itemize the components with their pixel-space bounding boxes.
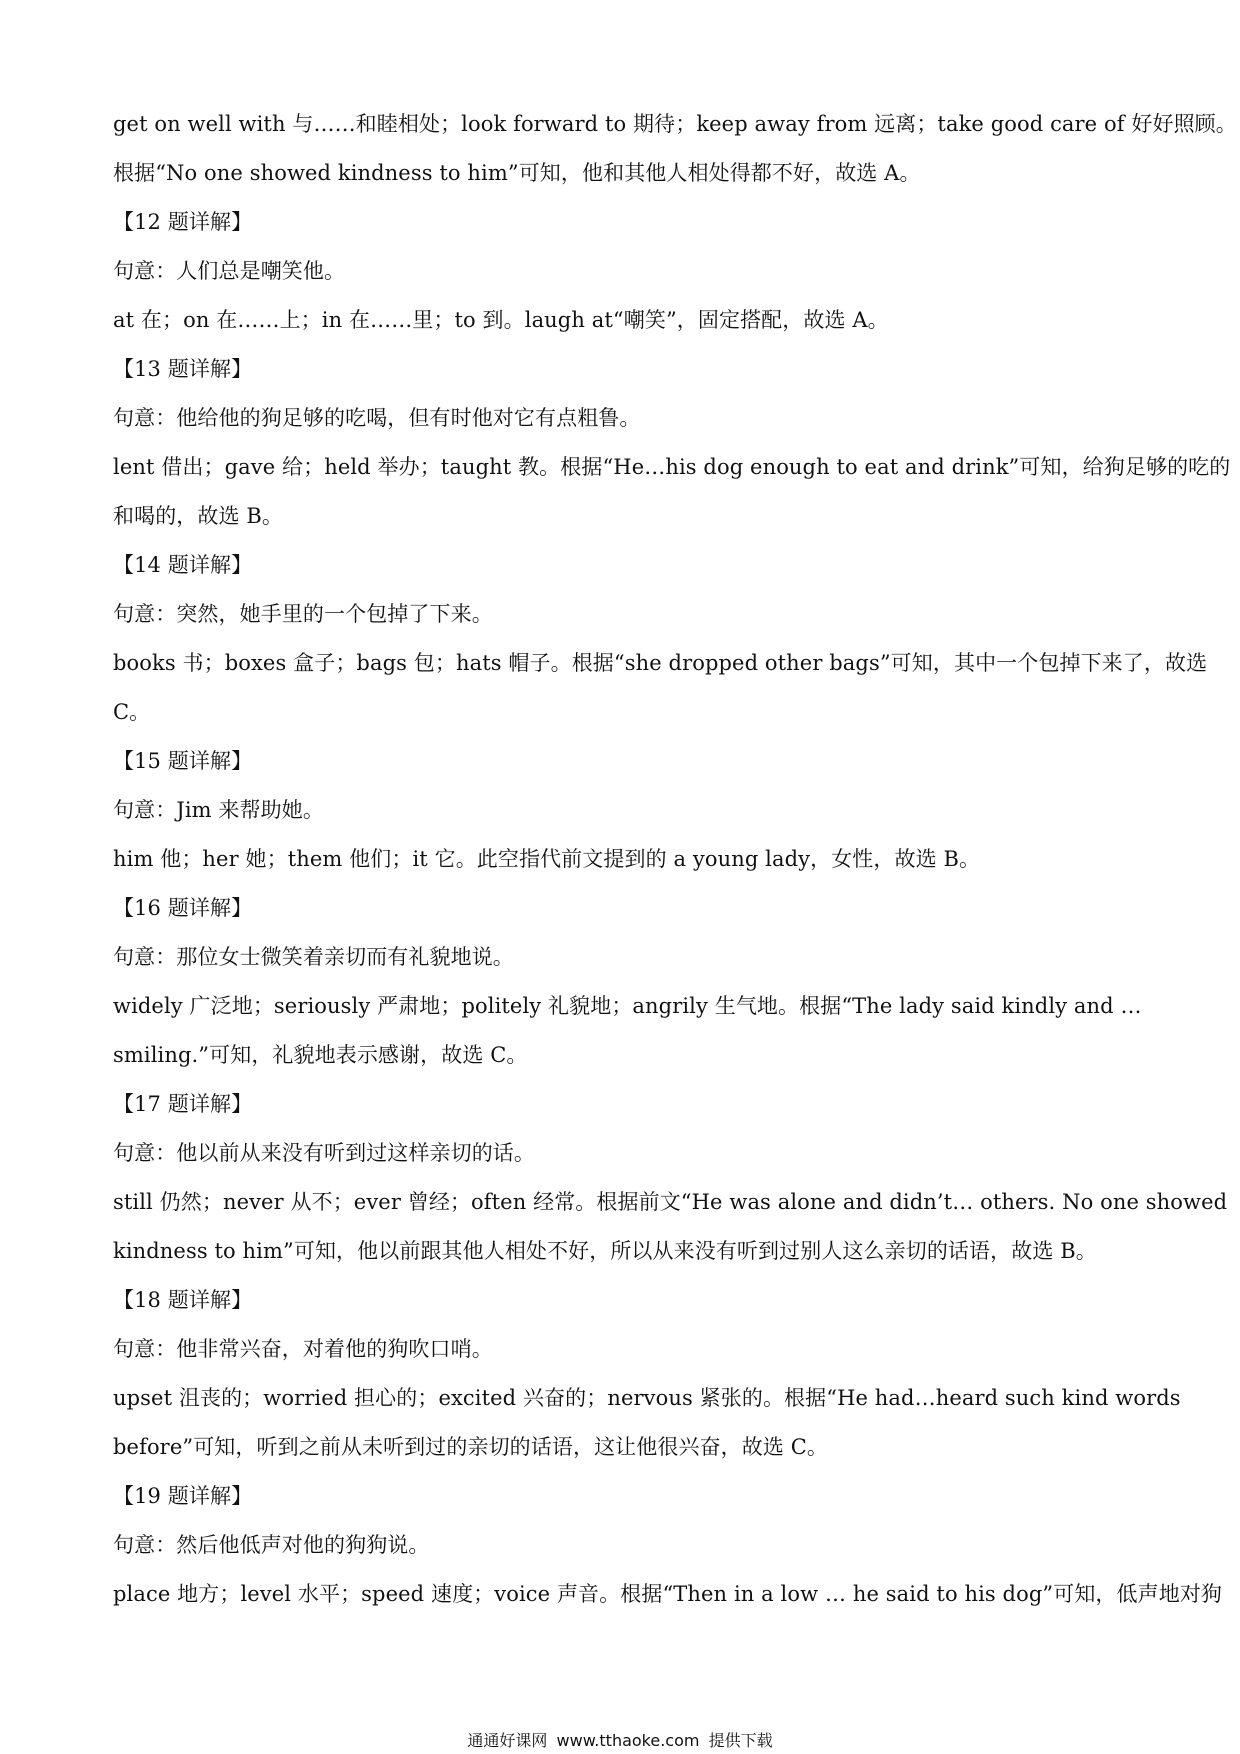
footer-suffix: 提供下载 (708, 1731, 773, 1750)
text-line: place 地方；level 水平；speed 速度；voice 声音。根据“Then in a low … he said to his dog”可知，低声地对狗 (113, 1582, 1223, 1606)
text-line: him 他；her 她；them 他们；it 它。此空指代前文提到的 a young lady，女性，故选 B。 (113, 847, 981, 871)
section-heading: 【15 题详解】 (113, 749, 253, 773)
section-heading: 【18 题详解】 (113, 1288, 253, 1312)
text-line: still 仍然；never 从不；ever 曾经；often 经常。根据前文“He was alone and didn’t… others. No one showed (113, 1190, 1228, 1214)
text-line: kindness to him”可知，他以前跟其他人相处不好，所以从来没有听到过别人这么亲切的话语，故选 B。 (113, 1239, 1097, 1263)
text-line: 句意：Jim 来帮助她。 (113, 798, 324, 822)
text-line: 句意：然后他低声对他的狗狗说。 (113, 1533, 430, 1557)
answer-explanations (113, 100, 1237, 1619)
text-line: widely 广泛地；seriously 严肃地；politely 礼貌地；angrily 生气地。根据“The lady said kindly and … (113, 994, 1142, 1018)
text-line: before”可知，听到之前从未听到过的亲切的话语，这让他很兴奋，故选 C。 (113, 1435, 829, 1459)
section-heading: 【14 题详解】 (113, 553, 253, 577)
text-line: C。 (113, 700, 151, 724)
section-heading: 【19 题详解】 (113, 1484, 253, 1508)
text-line: 和喝的，故选 B。 (113, 504, 284, 528)
text-line: at 在；on 在……上；in 在……里；to 到。laugh at“嘲笑”，固定搭配，故选 A。 (113, 308, 889, 332)
section-heading: 【12 题详解】 (113, 210, 253, 234)
text-line: books 书；boxes 盒子；bags 包；hats 帽子。根据“she dropped other bags”可知，其中一个包掉下来了，故选 (113, 651, 1208, 675)
text-line: 句意：他以前从来没有听到过这样亲切的话。 (113, 1141, 535, 1165)
footer-url: www.tthaoke.com (556, 1731, 700, 1750)
text-line: smiling.”可知，礼貌地表示感谢，故选 C。 (113, 1043, 528, 1067)
text-line: 句意：他给他的狗足够的吃喝，但有时他对它有点粗鲁。 (113, 406, 641, 430)
section-heading: 【13 题详解】 (113, 357, 253, 381)
text-line: 句意：突然，她手里的一个包掉了下来。 (113, 602, 493, 626)
text-line: 句意：他非常兴奋，对着他的狗吹口哨。 (113, 1337, 493, 1361)
text-line: 句意：那位女士微笑着亲切而有礼貌地说。 (113, 945, 514, 969)
section-heading: 【17 题详解】 (113, 1092, 253, 1116)
page-footer (0, 1728, 1240, 1751)
footer-site-name: 通通好课网 (467, 1731, 548, 1750)
text-line: get on well with 与……和睦相处；look forward to 期待；keep away from 远离；take good care of 好好照顾。 (113, 112, 1237, 136)
text-line: lent 借出；gave 给；held 举办；taught 教。根据“He…his dog enough to eat and drink”可知，给狗足够的吃的 (113, 455, 1231, 479)
text-line: 句意：人们总是嘲笑他。 (113, 259, 346, 283)
text-line: upset 沮丧的；worried 担心的；excited 兴奋的；nervous 紧张的。根据“He had…heard such kind words (113, 1386, 1181, 1410)
section-heading: 【16 题详解】 (113, 896, 253, 920)
text-line: 根据“No one showed kindness to him”可知，他和其他人相处得都不好，故选 A。 (113, 161, 921, 185)
